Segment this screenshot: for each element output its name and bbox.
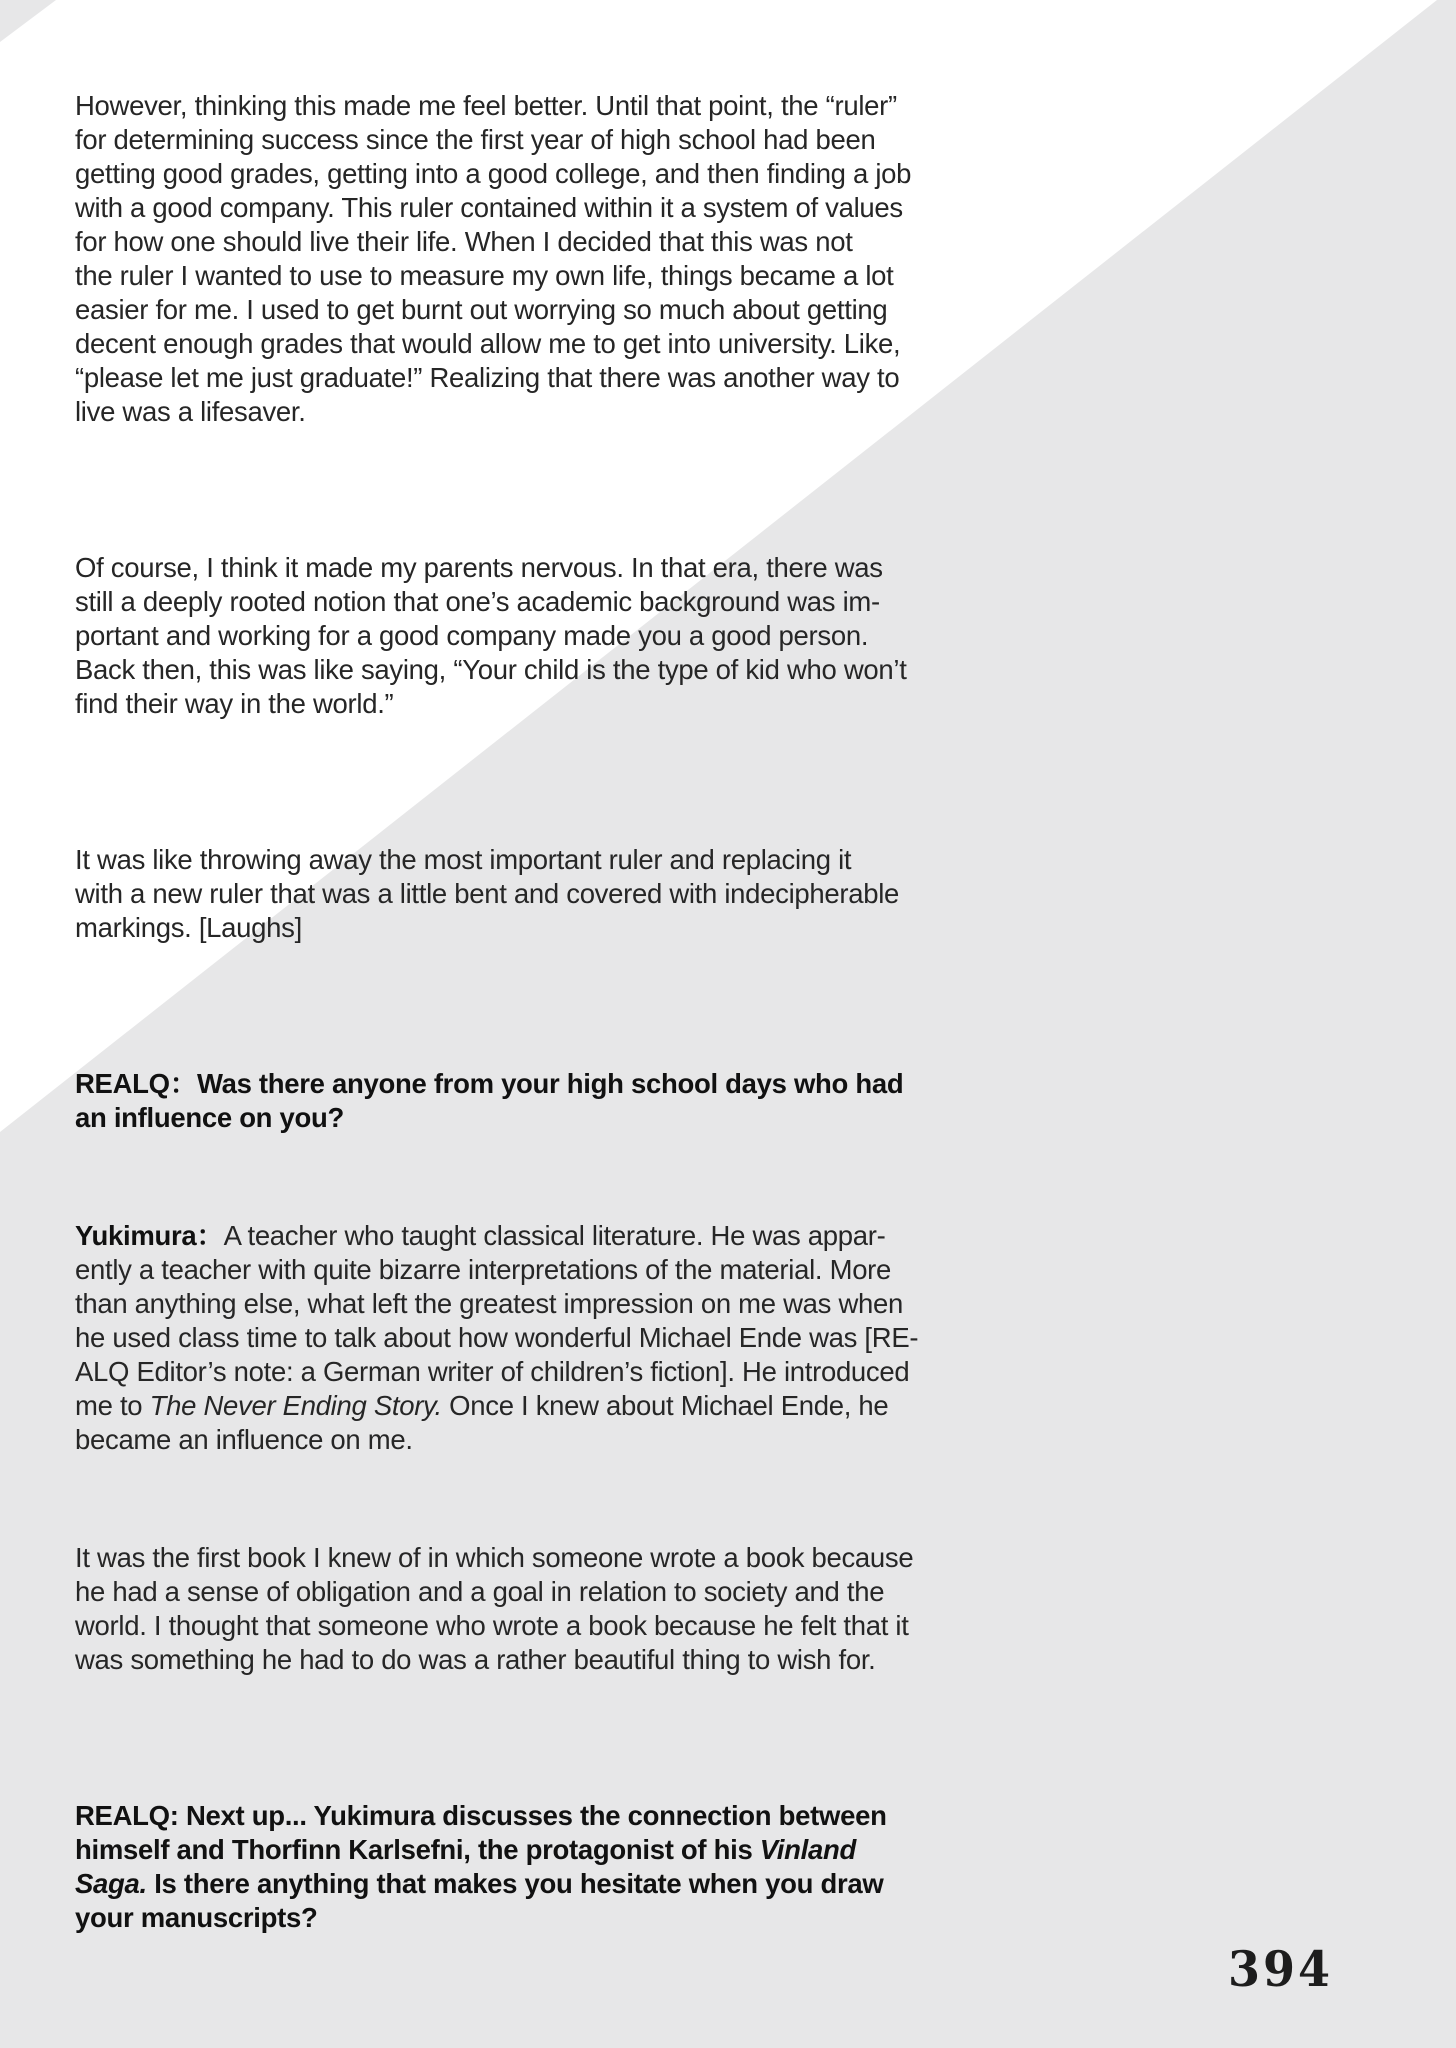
text-segment: Is there anything that makes you hesitate when you draw	[146, 1868, 884, 1899]
text-line: he used class time to talk about how wonderful Michael Ende was [RE-	[75, 1322, 919, 1353]
paragraph-answer-ruler	[75, 89, 1405, 429]
text-line: the ruler I wanted to use to measure my own life, things became a lot	[75, 260, 894, 291]
text-line: ently a teacher with quite bizarre interpretations of the material. More	[75, 1254, 892, 1285]
text-line	[75, 1833, 1405, 1867]
text-line: became an influence on me.	[75, 1424, 413, 1455]
text-segment: Once I knew about Michael Ende, he	[441, 1390, 889, 1421]
text-line	[75, 1219, 1405, 1253]
text-line: Back then, this was like saying, “Your child is the type of kid who won’t	[75, 654, 907, 685]
book-title-italic: Saga.	[75, 1868, 147, 1899]
question-high-school-influence	[75, 1067, 1405, 1135]
text-line: he had a sense of obligation and a goal in relation to society and the	[75, 1576, 885, 1607]
paragraph-new-ruler	[75, 843, 1405, 945]
text-line: portant and working for a good company made you a good person.	[75, 620, 869, 651]
book-title-italic: Vinland	[759, 1834, 856, 1865]
text-line	[75, 1389, 1405, 1423]
text-line: world. I thought that someone who wrote a book because he felt that it	[75, 1610, 909, 1641]
text-segment: me to	[75, 1390, 150, 1421]
text-line: It was like throwing away the most important ruler and replacing it	[75, 844, 852, 875]
page-number: 394	[1228, 1940, 1334, 1998]
question-next-up-thorfinn	[75, 1799, 1405, 1935]
text-line: ALQ Editor’s note: a German writer of children’s fiction]. He introduced	[75, 1356, 910, 1387]
text-line: with a new ruler that was a little bent and covered with indecipherable	[75, 878, 900, 909]
text-line: than anything else, what left the greatest impression on me was when	[75, 1288, 903, 1319]
text-line: It was the first book I knew of in which someone wrote a book because	[75, 1542, 914, 1573]
paragraph-first-book	[75, 1541, 1405, 1677]
text-line: live was a lifesaver.	[75, 396, 306, 427]
text-line: REALQ: Next up... Yukimura discusses the connection between	[75, 1800, 887, 1831]
text-line: was something he had to do was a rather beautiful thing to wish for.	[75, 1644, 876, 1675]
text-line: “please let me just graduate!” Realizing that there was another way to	[75, 362, 900, 393]
paragraph-yukimura-answer-teacher	[75, 1219, 1405, 1457]
book-title-italic: The Never Ending Story.	[149, 1390, 442, 1421]
text-line: REALQ：Was there anyone from your high school days who had	[75, 1068, 904, 1099]
speaker-label: Yukimura：	[75, 1220, 224, 1251]
text-line: Of course, I think it made my parents nervous. In that era, there was	[75, 552, 883, 583]
paragraph-parents-nervous	[75, 551, 1405, 721]
text-line: your manuscripts?	[75, 1902, 318, 1933]
text-line: for how one should live their life. When I decided that this was not	[75, 226, 853, 257]
text-line	[75, 1867, 1405, 1901]
text-line: decent enough grades that would allow me to get into university. Like,	[75, 328, 901, 359]
text-line: getting good grades, getting into a good college, and then finding a job	[75, 158, 912, 189]
text-line: However, thinking this made me feel better. Until that point, the “ruler”	[75, 90, 897, 121]
text-segment: A teacher who taught classical literature. He was appar-	[223, 1220, 886, 1251]
interview-text-column	[75, 89, 1405, 1935]
text-line: for determining success since the first year of high school had been	[75, 124, 876, 155]
text-segment: himself and Thorfinn Karlsefni, the protagonist of his	[75, 1834, 760, 1865]
text-line: an influence on you?	[75, 1102, 345, 1133]
text-line: find their way in the world.”	[75, 688, 394, 719]
text-line: markings. [Laughs]	[75, 912, 302, 943]
text-line: with a good company. This ruler contained within it a system of values	[75, 192, 903, 223]
text-line: easier for me. I used to get burnt out worrying so much about getting	[75, 294, 888, 325]
text-line: still a deeply rooted notion that one’s academic background was im-	[75, 586, 880, 617]
